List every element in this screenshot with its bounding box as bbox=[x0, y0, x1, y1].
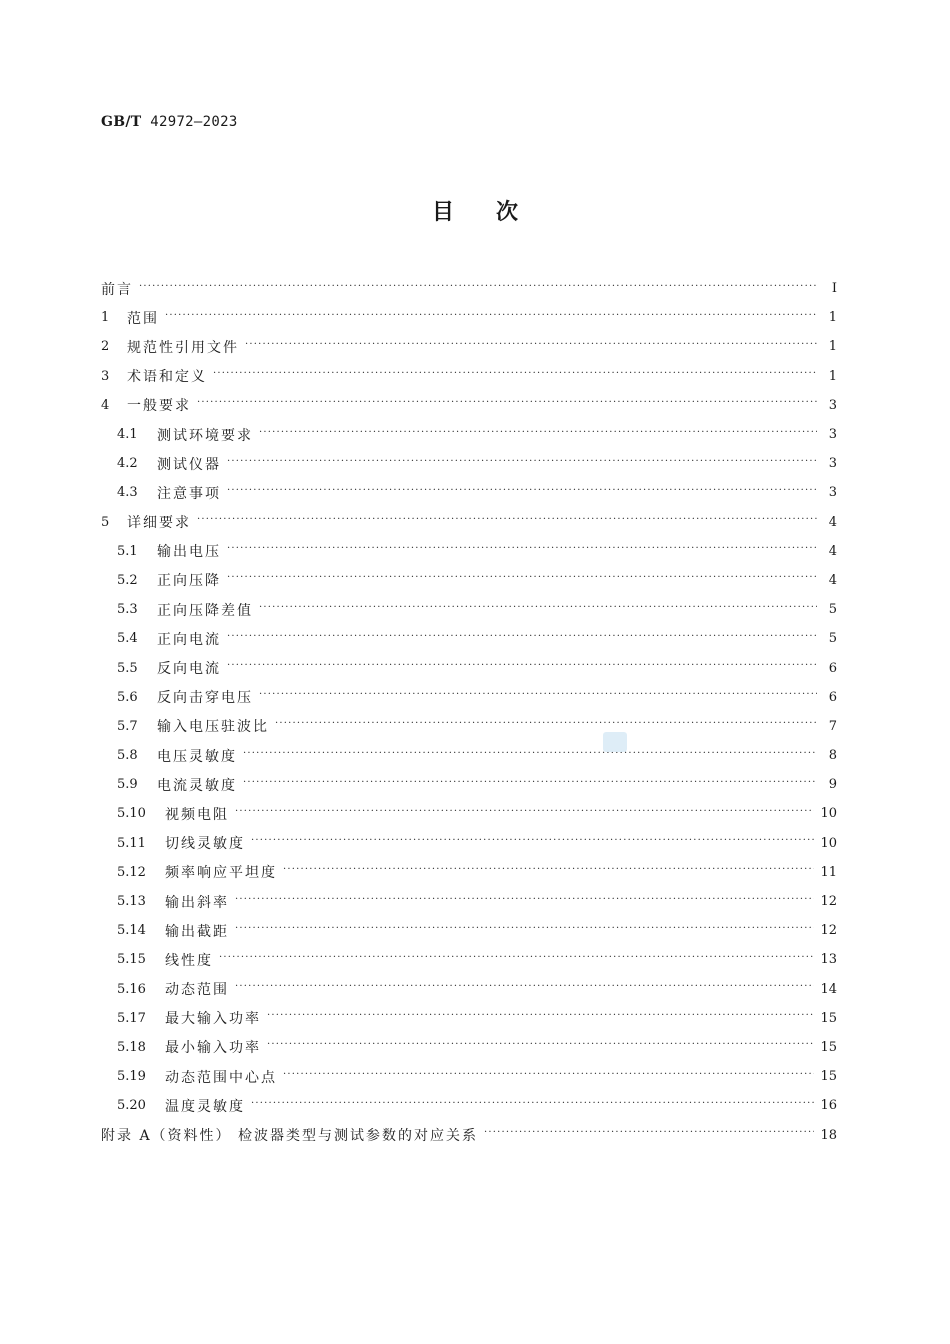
toc-entry-page: 3 bbox=[828, 456, 837, 472]
toc-entry[interactable] bbox=[101, 683, 837, 712]
toc-leader-dots bbox=[243, 778, 817, 792]
toc-entry-number: 5.16 bbox=[117, 981, 146, 997]
toc-leader-dots bbox=[259, 690, 817, 704]
toc-leader-dots bbox=[245, 340, 817, 354]
standard-code bbox=[101, 114, 238, 130]
toc-entry-text: 最小输入功率 bbox=[165, 1040, 261, 1057]
toc-leader-dots bbox=[213, 369, 817, 383]
toc-leader-dots bbox=[259, 428, 817, 442]
toc-entry-label bbox=[101, 395, 191, 415]
toc-entry[interactable] bbox=[101, 362, 837, 391]
toc-entry-text: 电流灵敏度 bbox=[157, 777, 237, 794]
toc-entry[interactable] bbox=[101, 1004, 837, 1033]
toc-entry-number: 5 bbox=[101, 514, 110, 530]
toc-entry-number: 5.11 bbox=[117, 835, 146, 851]
toc-entry-page: 8 bbox=[828, 748, 837, 764]
toc-entry-text: 范围 bbox=[127, 310, 159, 327]
toc-entry[interactable] bbox=[101, 274, 837, 303]
toc-entry-text: 注意事项 bbox=[157, 485, 221, 502]
page-title: 目次 bbox=[431, 200, 560, 225]
toc-entry-page: 3 bbox=[828, 427, 837, 443]
toc-entry-page: 1 bbox=[828, 339, 837, 355]
toc-entry-label bbox=[101, 1125, 478, 1145]
toc-leader-dots bbox=[283, 865, 814, 879]
toc-entry-text: 反向击穿电压 bbox=[157, 690, 253, 707]
toc-entry-label bbox=[117, 454, 221, 474]
toc-entry[interactable] bbox=[101, 712, 837, 741]
toc-entry-text: 测试仪器 bbox=[157, 456, 221, 473]
toc-leader-dots bbox=[235, 982, 814, 996]
toc-entry-label bbox=[117, 716, 269, 736]
toc-entry-page: 13 bbox=[820, 952, 837, 968]
toc-entry-page: 7 bbox=[828, 718, 837, 734]
toc-entry-label bbox=[101, 512, 191, 532]
toc-entry-label bbox=[101, 279, 133, 299]
table-of-contents bbox=[101, 274, 837, 1150]
toc-entry[interactable] bbox=[101, 1091, 837, 1120]
toc-leader-dots bbox=[267, 1040, 814, 1054]
toc-entry[interactable] bbox=[101, 595, 837, 624]
toc-entry[interactable] bbox=[101, 449, 837, 478]
toc-entry-text: 最大输入功率 bbox=[165, 1011, 261, 1028]
toc-entry-text: 切线灵敏度 bbox=[165, 836, 245, 853]
toc-entry-number: 3 bbox=[101, 368, 110, 384]
toc-entry-page: 4 bbox=[828, 543, 837, 559]
toc-entry-number: 5.18 bbox=[117, 1039, 146, 1055]
toc-entry-number: 4.1 bbox=[117, 427, 138, 443]
toc-entry-label bbox=[117, 746, 237, 766]
toc-entry-label bbox=[117, 921, 229, 941]
toc-entry-page: 15 bbox=[820, 1069, 837, 1085]
toc-entry-number: 5.12 bbox=[117, 864, 146, 880]
toc-entry[interactable] bbox=[101, 887, 837, 916]
toc-entry-label bbox=[117, 804, 229, 824]
toc-entry[interactable] bbox=[101, 1033, 837, 1062]
toc-entry[interactable] bbox=[101, 829, 837, 858]
watermark-logo bbox=[603, 732, 627, 752]
toc-entry-text: 正向电流 bbox=[157, 631, 221, 648]
toc-leader-dots bbox=[275, 719, 817, 733]
toc-entry[interactable] bbox=[101, 332, 837, 361]
toc-entry-page: 14 bbox=[820, 981, 837, 997]
toc-entry-page: 10 bbox=[820, 835, 837, 851]
toc-entry-text: 正向压降差值 bbox=[157, 602, 253, 619]
toc-leader-dots bbox=[165, 311, 817, 325]
toc-entry-number: 5.19 bbox=[117, 1069, 146, 1085]
toc-leader-dots bbox=[235, 895, 814, 909]
toc-entry-label bbox=[117, 1008, 261, 1028]
toc-entry-label bbox=[101, 366, 207, 386]
toc-leader-dots bbox=[259, 603, 817, 617]
toc-entry-text: 输出电压 bbox=[157, 544, 221, 561]
toc-entry[interactable] bbox=[101, 653, 837, 682]
toc-leader-dots bbox=[227, 632, 817, 646]
toc-leader-dots bbox=[227, 486, 817, 500]
toc-entry-text: 术语和定义 bbox=[127, 369, 207, 386]
toc-entry-page: 9 bbox=[828, 777, 837, 793]
toc-leader-dots bbox=[197, 515, 817, 529]
toc-entry-text: 温度灵敏度 bbox=[165, 1098, 245, 1115]
toc-entry-number: 5.4 bbox=[117, 631, 138, 647]
toc-entry-number: 4.2 bbox=[117, 456, 138, 472]
toc-entry-page: 4 bbox=[828, 514, 837, 530]
toc-entry-label bbox=[117, 892, 229, 912]
toc-entry-number: 5.13 bbox=[117, 894, 146, 910]
toc-entry-page: 12 bbox=[820, 894, 837, 910]
toc-entry-page: 1 bbox=[828, 368, 837, 384]
toc-leader-dots bbox=[235, 807, 814, 821]
toc-entry[interactable] bbox=[101, 741, 837, 770]
toc-entry-label bbox=[117, 425, 253, 445]
toc-entry-label bbox=[101, 308, 159, 328]
toc-entry-text: 动态范围中心点 bbox=[165, 1069, 277, 1086]
toc-entry-text: 输出斜率 bbox=[165, 894, 229, 911]
toc-leader-dots bbox=[243, 749, 817, 763]
toc-entry[interactable] bbox=[101, 508, 837, 537]
toc-entry-number: 5.17 bbox=[117, 1010, 146, 1026]
toc-entry-label bbox=[117, 629, 221, 649]
toc-entry-page: Ⅰ bbox=[831, 281, 837, 297]
toc-entry-text: 线性度 bbox=[165, 952, 213, 969]
toc-entry[interactable] bbox=[101, 975, 837, 1004]
toc-entry[interactable] bbox=[101, 1120, 837, 1149]
toc-entry[interactable] bbox=[101, 537, 837, 566]
toc-entry-label bbox=[117, 1096, 245, 1116]
toc-entry-page: 15 bbox=[820, 1039, 837, 1055]
toc-entry-page: 1 bbox=[828, 310, 837, 326]
toc-entry-text: 正向压降 bbox=[157, 573, 221, 590]
toc-entry-page: 10 bbox=[820, 806, 837, 822]
toc-entry-text: 规范性引用文件 bbox=[127, 339, 239, 356]
toc-entry-text: 输出截距 bbox=[165, 923, 229, 940]
toc-entry-label bbox=[117, 1037, 261, 1057]
toc-leader-dots bbox=[251, 836, 814, 850]
toc-entry[interactable] bbox=[101, 916, 837, 945]
toc-entry-number: 5.20 bbox=[117, 1098, 146, 1114]
toc-entry-label bbox=[117, 687, 253, 707]
toc-entry-label bbox=[117, 483, 221, 503]
toc-leader-dots bbox=[267, 1011, 814, 1025]
toc-entry-label bbox=[117, 570, 221, 590]
toc-entry[interactable] bbox=[101, 303, 837, 332]
toc-entry-label bbox=[117, 862, 277, 882]
toc-leader-dots bbox=[227, 544, 817, 558]
standard-code-prefix: GB/T bbox=[101, 114, 142, 130]
toc-entry[interactable] bbox=[101, 420, 837, 449]
toc-entry-label bbox=[117, 833, 245, 853]
toc-entry-text: 频率响应平坦度 bbox=[165, 865, 277, 882]
toc-entry-page: 4 bbox=[828, 572, 837, 588]
toc-entry-number: 5.6 bbox=[117, 689, 138, 705]
toc-entry[interactable] bbox=[101, 391, 837, 420]
toc-entry-label bbox=[117, 1067, 277, 1087]
toc-entry-number: 5.2 bbox=[117, 572, 138, 588]
toc-entry-page: 3 bbox=[828, 397, 837, 413]
toc-entry-label bbox=[117, 541, 221, 561]
toc-entry-text: 一般要求 bbox=[127, 398, 191, 415]
toc-entry-label bbox=[117, 775, 237, 795]
toc-entry-text: 前言 bbox=[101, 281, 133, 298]
toc-entry-number: 5.14 bbox=[117, 923, 146, 939]
toc-leader-dots bbox=[219, 953, 814, 967]
toc-entry-label bbox=[117, 658, 221, 678]
toc-entry-number: 5.5 bbox=[117, 660, 138, 676]
standard-code-number: 42972—2023 bbox=[150, 114, 238, 130]
toc-entry-text: 测试环境要求 bbox=[157, 427, 253, 444]
toc-entry-text: 详细要求 bbox=[127, 515, 191, 532]
toc-entry-number: 4.3 bbox=[117, 485, 138, 501]
toc-entry[interactable] bbox=[101, 945, 837, 974]
toc-entry-page: 16 bbox=[820, 1098, 837, 1114]
toc-entry-number: 5.8 bbox=[117, 748, 138, 764]
toc-leader-dots bbox=[283, 1070, 814, 1084]
toc-entry-page: 12 bbox=[820, 923, 837, 939]
toc-entry-number: 5.3 bbox=[117, 602, 138, 618]
toc-entry[interactable] bbox=[101, 478, 837, 507]
toc-entry-label bbox=[101, 337, 239, 357]
toc-leader-dots bbox=[227, 573, 817, 587]
toc-entry-text: 电压灵敏度 bbox=[157, 748, 237, 765]
toc-entry-page: 15 bbox=[820, 1010, 837, 1026]
toc-entry-number: 5.9 bbox=[117, 777, 138, 793]
toc-entry-text: 动态范围 bbox=[165, 982, 229, 999]
toc-entry-text: 视频电阻 bbox=[165, 806, 229, 823]
toc-entry-page: 5 bbox=[828, 631, 837, 647]
toc-entry-label bbox=[117, 950, 213, 970]
toc-entry-page: 18 bbox=[820, 1127, 837, 1143]
toc-entry-number: 5.15 bbox=[117, 952, 146, 968]
toc-entry[interactable] bbox=[101, 770, 837, 799]
toc-entry[interactable] bbox=[101, 858, 837, 887]
toc-leader-dots bbox=[251, 1099, 814, 1113]
toc-entry-page: 6 bbox=[828, 689, 837, 705]
toc-leader-dots bbox=[197, 398, 817, 412]
toc-entry[interactable] bbox=[101, 799, 837, 828]
toc-leader-dots bbox=[227, 457, 817, 471]
toc-entry[interactable] bbox=[101, 1062, 837, 1091]
toc-entry[interactable] bbox=[101, 566, 837, 595]
toc-entry-text: 附录 A（资料性） 检波器类型与测试参数的对应关系 bbox=[101, 1128, 479, 1145]
toc-entry-label bbox=[117, 600, 253, 620]
toc-entry-number: 1 bbox=[101, 310, 110, 326]
toc-leader-dots bbox=[484, 1128, 814, 1142]
toc-entry[interactable] bbox=[101, 624, 837, 653]
toc-leader-dots bbox=[227, 661, 817, 675]
toc-entry-page: 11 bbox=[820, 864, 837, 880]
toc-leader-dots bbox=[139, 282, 817, 296]
toc-entry-number: 5.1 bbox=[117, 543, 138, 559]
toc-entry-number: 5.10 bbox=[117, 806, 146, 822]
toc-leader-dots bbox=[235, 924, 814, 938]
toc-entry-page: 6 bbox=[828, 660, 837, 676]
toc-entry-text: 输入电压驻波比 bbox=[157, 719, 269, 736]
toc-entry-number: 2 bbox=[101, 339, 110, 355]
toc-entry-text: 反向电流 bbox=[157, 661, 221, 678]
toc-entry-page: 3 bbox=[828, 485, 837, 501]
toc-entry-number: 4 bbox=[101, 397, 110, 413]
toc-entry-number: 5.7 bbox=[117, 718, 138, 734]
toc-entry-label bbox=[117, 979, 229, 999]
toc-entry-page: 5 bbox=[828, 602, 837, 618]
